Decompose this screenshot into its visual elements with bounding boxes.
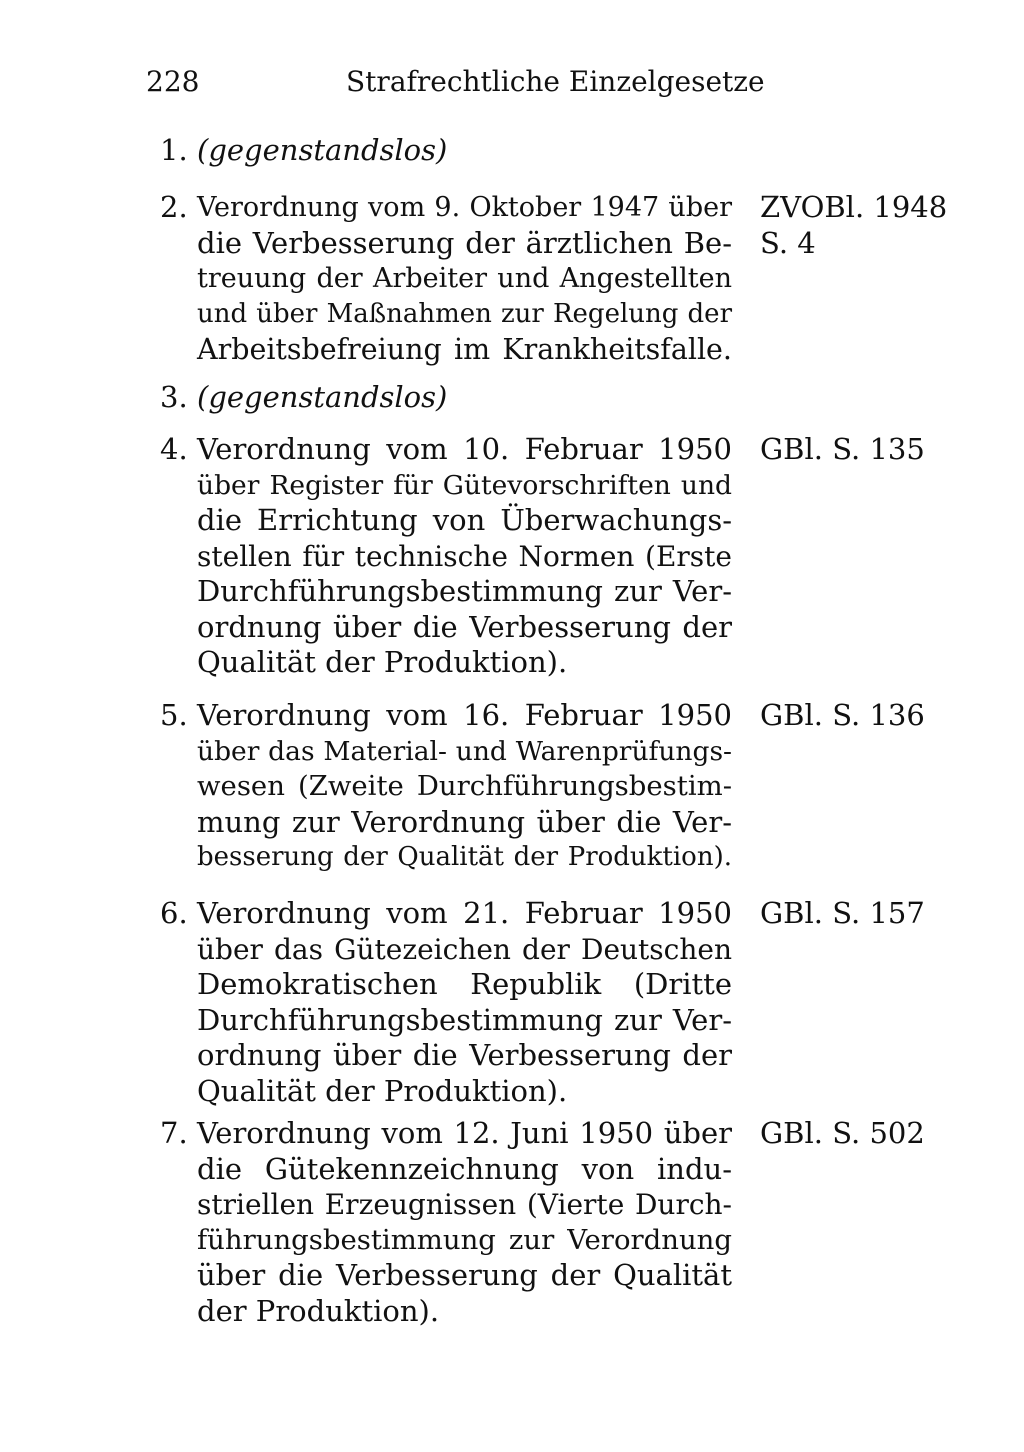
- entry-line: treuung der Arbeiter und Angestellten: [197, 263, 732, 294]
- source-line: GBl. S. 136: [760, 698, 925, 732]
- entry-text: [197, 190, 732, 368]
- entry-number: 5.: [160, 698, 188, 732]
- source-line: GBl. S. 157: [760, 896, 925, 930]
- entry-text: [197, 698, 732, 876]
- entry-line: über die Verbesserung der Qualität: [197, 1258, 732, 1292]
- entry-text: [197, 380, 732, 416]
- entry-line: Verordnung vom 12. Juni 1950 über: [197, 1116, 732, 1150]
- entry-line: (gegenstandslos): [197, 133, 448, 167]
- entry-line: führungsbestimmung zur Verordnung: [197, 1223, 732, 1256]
- entry-line: der Produktion).: [197, 1293, 440, 1328]
- entry-number: 3.: [160, 380, 188, 414]
- source-line: ZVOBl. 1948: [760, 190, 948, 224]
- entry-line: Qualität der Produktion).: [197, 645, 568, 679]
- page-title: Strafrechtliche Einzelgesetze: [346, 65, 765, 98]
- entry-line: ordnung über die Verbesserung der: [197, 1038, 732, 1072]
- entry-number: 2.: [160, 190, 188, 224]
- entry-line: (gegenstandslos): [197, 380, 448, 414]
- entry-line: Durchführungsbestimmung zur Ver-: [197, 1002, 732, 1037]
- entry-line: striellen Erzeugnissen (Vierte Durch-: [197, 1188, 732, 1221]
- entry-source: [760, 896, 950, 932]
- entry-line: wesen (Zweite Durchführungsbestim-: [197, 770, 732, 802]
- entry-line: Demokratischen Republik (Dritte: [197, 967, 732, 1001]
- entry-line: Verordnung vom 16. Februar 1950: [197, 698, 732, 732]
- entry-source: [760, 1116, 950, 1152]
- entry-line: Arbeitsbefreiung im Krankheitsfalle.: [197, 333, 732, 366]
- entry-number: 6.: [160, 896, 188, 930]
- entry-line: besserung der Qualität der Produktion).: [197, 842, 732, 872]
- entry-line: stellen für technische Normen (Erste: [197, 539, 732, 573]
- entry-number: 1.: [160, 133, 188, 167]
- entry-number: 7.: [160, 1116, 188, 1150]
- entry-text: [197, 133, 732, 169]
- entry-line: die Gütekennzeichnung von indu-: [197, 1151, 732, 1186]
- entry-number: 4.: [160, 432, 188, 466]
- entry-line: die Verbesserung der ärztlichen Be-: [197, 225, 732, 260]
- entry-line: ordnung über die Verbesserung der: [197, 609, 732, 644]
- entry-line: über das Material- und Warenprüfungs-: [197, 735, 732, 767]
- entry-text: [197, 1116, 732, 1329]
- source-line: GBl. S. 135: [760, 432, 925, 466]
- entry-line: die Errichtung von Überwachungs-: [197, 503, 732, 537]
- running-head: [146, 62, 765, 102]
- entry-line: Verordnung vom 10. Februar 1950: [197, 432, 732, 466]
- entry-line: und über Maßnahmen zur Regelung der: [197, 298, 732, 329]
- entry-text: [197, 432, 732, 681]
- entry-text: [197, 896, 732, 1109]
- source-line: GBl. S. 502: [760, 1116, 925, 1150]
- entry-source: [760, 698, 950, 734]
- page-number: 228: [146, 65, 200, 98]
- entry-line: mung zur Verordnung über die Ver-: [197, 804, 732, 839]
- entry-line: Verordnung vom 21. Februar 1950: [197, 896, 732, 930]
- source-line: S. 4: [760, 225, 816, 260]
- entry-line: über Register für Gütevorschriften und: [197, 469, 732, 501]
- entry-line: Verordnung vom 9. Oktober 1947 über: [197, 192, 732, 223]
- entry-line: Qualität der Produktion).: [197, 1073, 568, 1108]
- entry-source: [760, 190, 950, 261]
- entry-line: Durchführungsbestimmung zur Ver-: [197, 574, 732, 608]
- entry-line: über das Gütezeichen der Deutschen: [197, 932, 732, 966]
- entry-source: [760, 432, 950, 468]
